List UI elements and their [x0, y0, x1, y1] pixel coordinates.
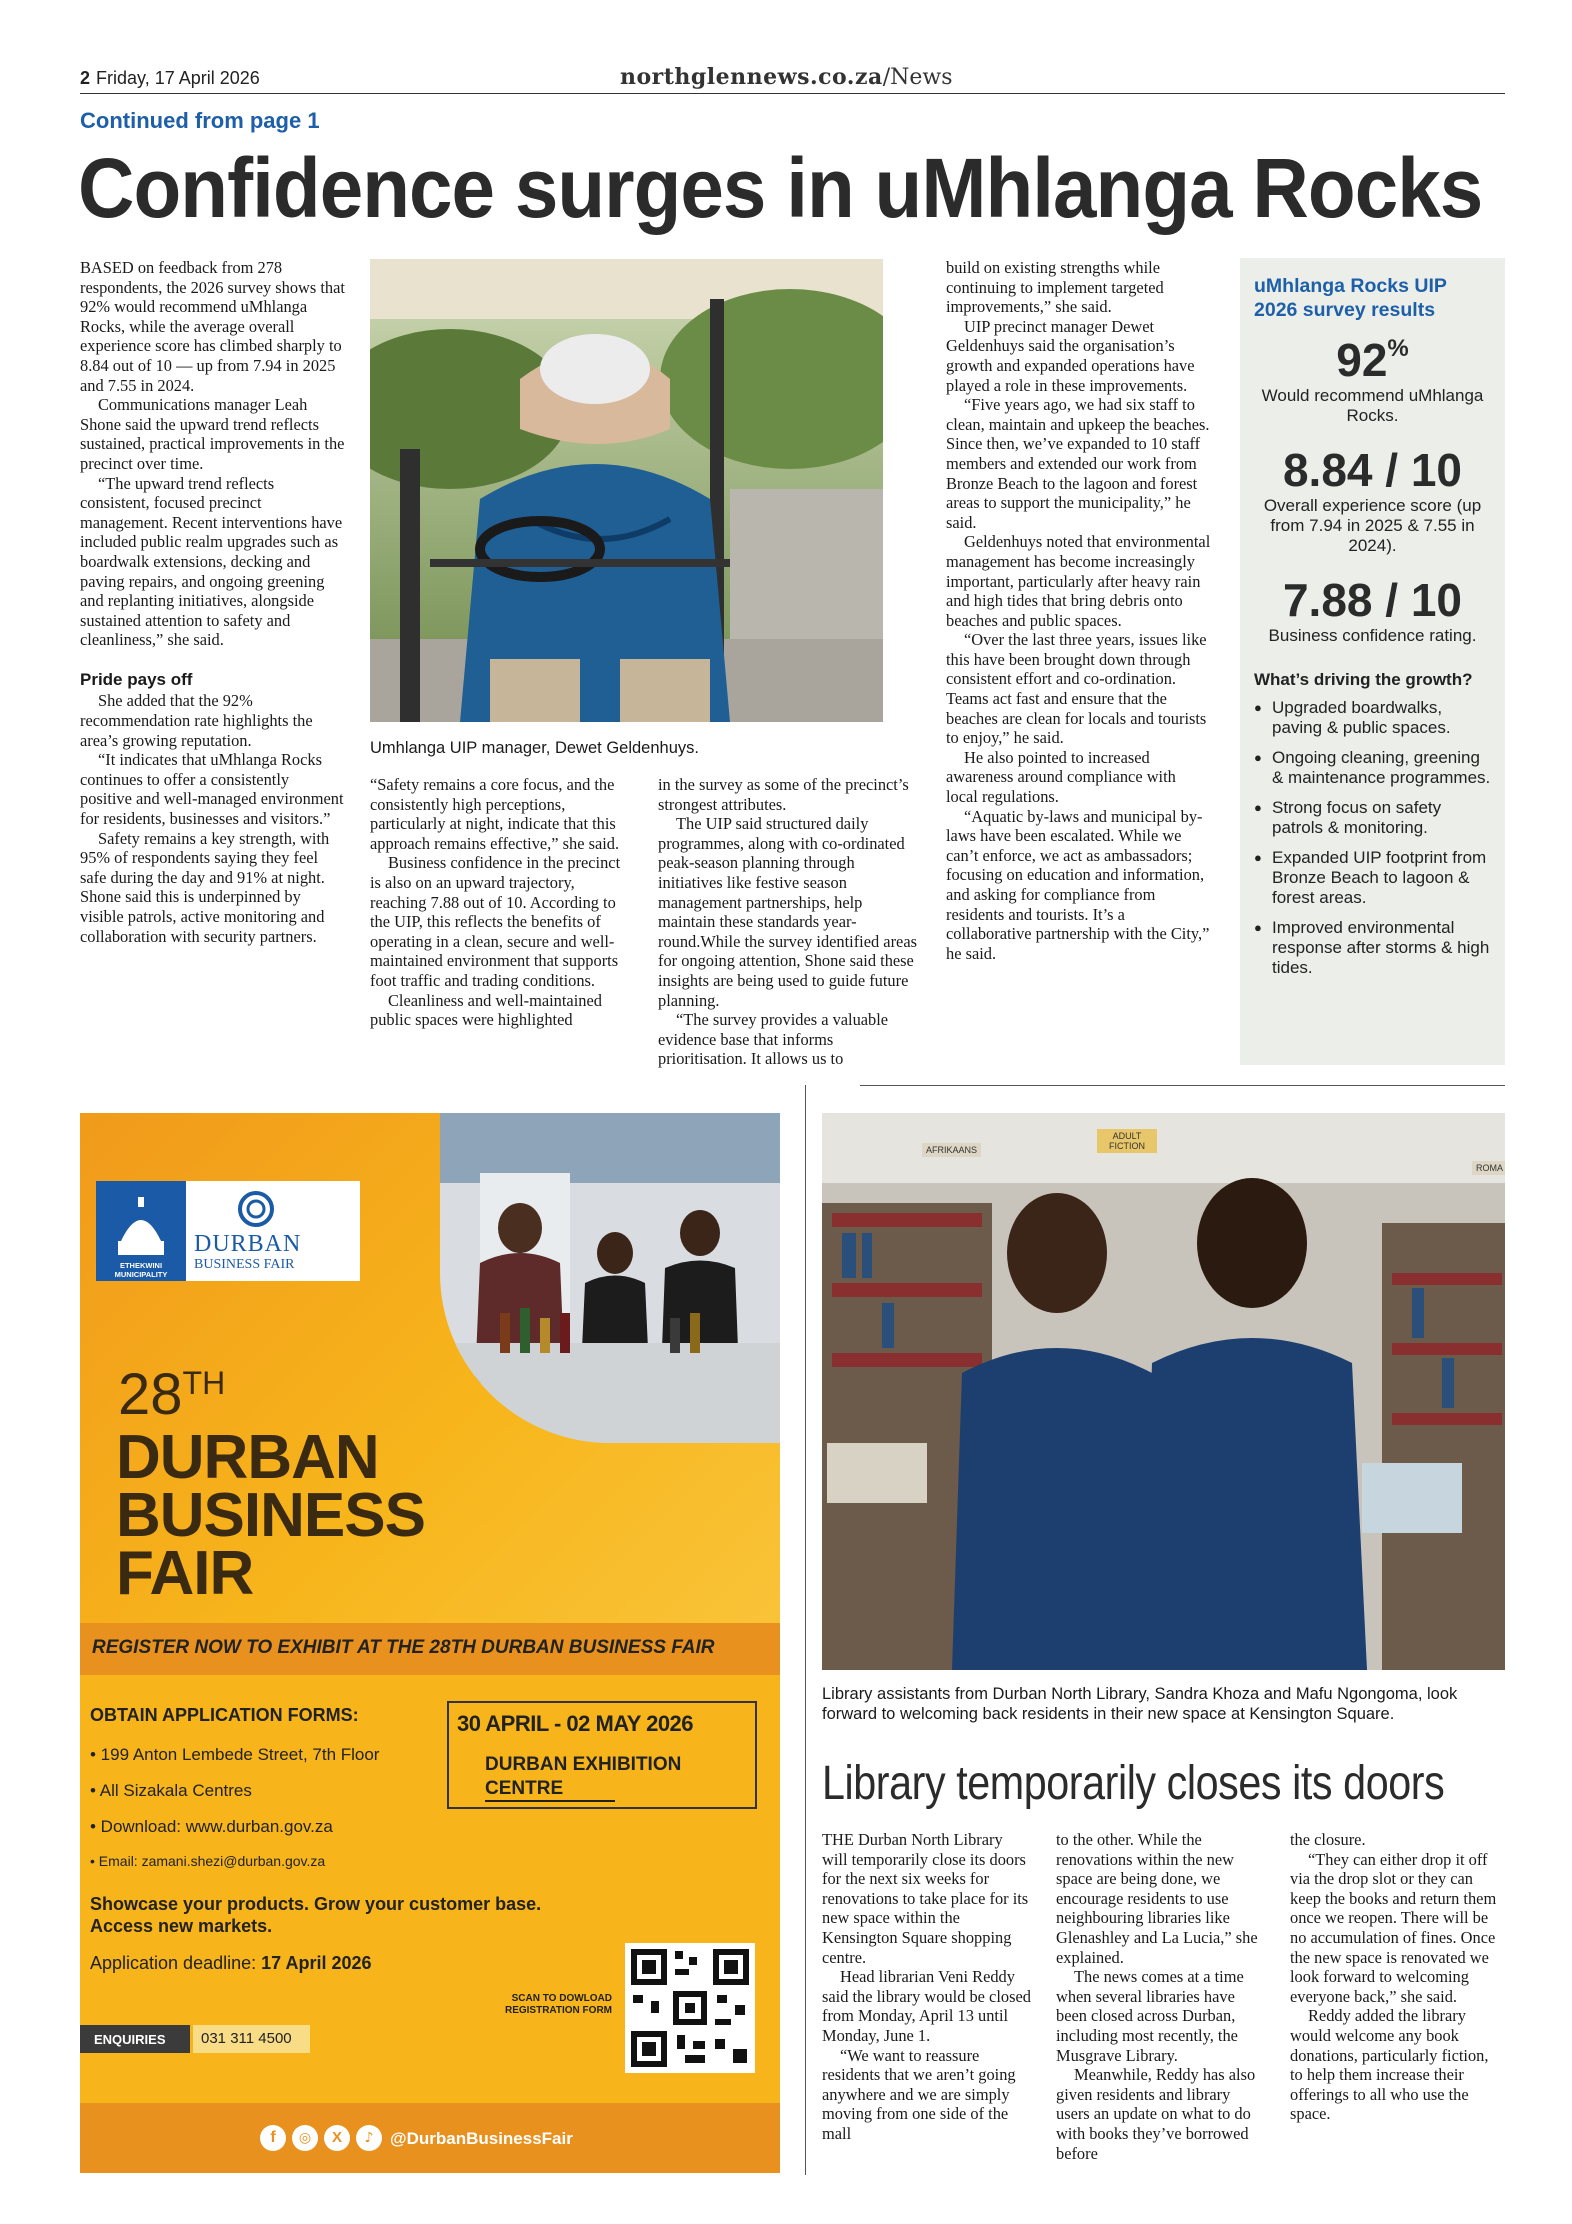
article-column-3: [658, 775, 923, 1069]
driver-item: ● Upgraded boardwalks, paving & public spaces.: [1254, 698, 1491, 738]
advert-title: [116, 1423, 425, 1608]
fair-logo-sub: BUSINESS FAIR: [194, 1257, 295, 1272]
header-rule: [80, 93, 1505, 94]
paragraph: “Over the last three years, issues like this have been brought down through consistent effort and co-ordination. Teams act fast and ensure that the beaches are clean for locals and tourists to enjoy,” he said.: [946, 630, 1207, 748]
library-headline: Library temporarily closes its doors: [822, 1757, 1445, 1810]
advert-title-line: DURBAN: [116, 1423, 379, 1492]
advert-title-line: BUSINESS: [116, 1481, 425, 1550]
business-desc: Business confidence rating.: [1268, 626, 1477, 645]
paragraph: to the other. While the renovations within the new space are being done, we encourage residents to use neighbouring libraries like Glenashley and La Lucia,” she explained.: [1056, 1830, 1258, 1967]
paragraph: build on existing strengths while continuing to implement targeted improvements,” she said.: [946, 258, 1164, 317]
article-column-2: [370, 775, 635, 1030]
library-assistants-photo: [822, 1113, 1505, 1670]
obtain-item: • All Sizakala Centres: [90, 1781, 252, 1800]
paragraph: The UIP said structured daily programmes, along with co-ordinated peak-season planning through initiatives like festive season management partnerships, help maintain these standards year-round.While the survey identified areas for ongoing attention, Shone said these insights are being used to guide future planning.: [658, 814, 917, 1010]
library-column-2: [1056, 1830, 1266, 2163]
social-icons: [260, 2125, 382, 2151]
library-column-3: [1290, 1830, 1505, 2124]
paragraph: Safety remains a key strength, with 95% of respondents saying they feel safe during the day and 91% at night. Shone said this is underpinned by visible patrols, active monitoring and collaboration with security partners.: [80, 828, 330, 946]
golf-cart-photo-illustration: [370, 259, 883, 722]
advert-logo: [96, 1181, 360, 1281]
shelf-sign-afrikaans: AFRIKAANS: [922, 1143, 981, 1157]
paragraph: THE Durban North Library will temporarily close its doors for the next six weeks for renovations to take place for its new space within the Kensington Square shopping centre.: [822, 1830, 1029, 1967]
paragraph: Communications manager Leah Shone said the upward trend reflects sustained, practical improvements in the precinct over time.: [80, 395, 345, 473]
paragraph: She added that the 92% recommendation rate highlights the area’s growing reputation.: [80, 691, 313, 750]
paragraph: The news comes at a time when several libraries have been closed across Durban, including most recently, the Musgrave Library.: [1056, 1967, 1244, 2065]
paragraph: “The upward trend reflects consistent, focused precinct management. Recent interventions have included public realm upgrades such as boardwalk extensions, decking and paving repairs, and ongoing greening and replanting initiatives, alongside sustained attention to safety and cleanliness,” she said.: [80, 473, 343, 650]
registration-qr-code[interactable]: [625, 1943, 755, 2073]
drivers-list: [1254, 698, 1491, 978]
qr-code-icon: [625, 1943, 755, 2073]
site-name: northglennews.co.za: [620, 64, 883, 90]
library-photo-illustration: [822, 1113, 1505, 1670]
edition-number: 28TH: [118, 1362, 226, 1427]
recommend-stat: 92%: [1336, 334, 1409, 386]
obtain-list: [90, 1745, 430, 1885]
scan-instruction: SCAN TO DOWLOAD REGISTRATION FORM: [504, 1993, 612, 2016]
issue-date: Friday, 17 April 2026: [96, 68, 260, 88]
subhead: Pride pays off: [80, 669, 193, 689]
paragraph: Reddy added the library would welcome any book donations, particularly fiction, to help them increase their offerings to all who use the space.: [1290, 2006, 1489, 2124]
business-stat: 7.88 / 10: [1282, 574, 1463, 626]
column-divider: [805, 1085, 806, 2175]
enquiries-phone[interactable]: 031 311 4500: [193, 2025, 310, 2053]
paragraph: “Five years ago, we had six staff to clean, maintain and upkeep the beaches. Since then, we’ve expanded to 10 staff members and extended our work from Bronze Beach to the lagoon and forest areas to support the municipality,” he said.: [946, 395, 1210, 532]
uip-manager-photo: [370, 259, 883, 722]
x-icon[interactable]: X: [324, 2125, 350, 2151]
paragraph: UIP precinct manager Dewet Geldenhuys said the organisation’s growth and expanded operations have played a role in these improvements.: [946, 316, 1195, 395]
driver-item: ● Strong focus on safety patrols & monitoring.: [1254, 798, 1491, 838]
advert-title-line: FAIR: [116, 1539, 254, 1608]
event-dates: 30 APRIL - 02 MAY 2026: [457, 1711, 694, 1736]
library-photo-caption: Library assistants from Durban North Library, Sandra Khoza and Mafu Ngongoma, look forward to welcoming back residents in their new space at Kensington Square.: [822, 1685, 1458, 1723]
shelf-sign-roma: ROMA: [1472, 1161, 1505, 1175]
fair-logo-name: DURBAN: [194, 1231, 302, 1257]
photo-caption: Umhlanga UIP manager, Dewet Geldenhuys.: [370, 739, 699, 757]
exhibition-stand-illustration: [440, 1113, 780, 1443]
paragraph: Business confidence in the precinct is also on an upward trajectory, reaching 7.88 out of 10. According to the UIP, this reflects the benefits of operating in a clean, secure and well-maintained environment that supports foot traffic and trading conditions.: [370, 853, 621, 990]
advert-photo: [440, 1113, 780, 1443]
business-fair-advert: [80, 1113, 780, 2173]
driver-item: ● Ongoing cleaning, greening & maintenance programmes.: [1254, 748, 1491, 788]
register-band: [80, 1623, 780, 1675]
article-column-4: [946, 258, 1211, 963]
deadline-line: Application deadline: 17 April 2026: [90, 1953, 372, 1973]
date-venue-box: [447, 1701, 757, 1809]
paragraph: in the survey as some of the precinct’s strongest attributes.: [658, 775, 909, 814]
paragraph: Geldenhuys noted that environmental management has become increasingly important, particularly after heavy rain and high tides that bring debris onto beaches and public spaces.: [946, 532, 1211, 630]
library-column-1: [822, 1830, 1032, 2144]
shelf-sign-adult-fiction: ADULT FICTION: [1097, 1129, 1157, 1153]
enquiries-label: ENQUIRIES: [80, 2025, 190, 2053]
social-footer: [80, 2103, 780, 2173]
municipality-name: ETHEKWINI MUNICIPALITY: [114, 1261, 168, 1279]
driver-item: ● Expanded UIP footprint from Bronze Beach to lagoon & forest areas.: [1254, 848, 1491, 908]
paragraph: Meanwhile, Reddy has also given residents and library users an update on what to do with books they’ve borrowed before: [1056, 2065, 1256, 2163]
drivers-question: What’s driving the growth?: [1254, 670, 1473, 689]
experience-stat: 8.84 / 10: [1282, 444, 1463, 496]
paragraph: “Safety remains a core focus, and the consistently high perceptions, particularly at night, indicate that this approach remains effective,” she said.: [370, 775, 620, 853]
article-column-1: [80, 258, 345, 946]
section-name: /News: [882, 65, 953, 90]
sidebar-title: uMhlanga Rocks UIP 2026 survey results: [1254, 275, 1447, 321]
experience-desc: Overall experience score (up from 7.94 in 2025 & 7.55 in 2024).: [1263, 496, 1482, 555]
register-text: REGISTER NOW TO EXHIBIT AT THE 28TH DURBAN BUSINESS FAIR: [92, 1637, 715, 1658]
enquiries-block: [80, 2025, 310, 2053]
event-venue: DURBAN EXHIBITION CENTRE: [485, 1754, 682, 1799]
paragraph: Head librarian Veni Reddy said the library would be closed from Monday, April 13 until Monday, June 1.: [822, 1967, 1031, 2045]
page-number: 2: [80, 68, 91, 88]
driver-item: ● Improved environmental response after storms & high tides.: [1254, 918, 1491, 978]
paragraph: “Aquatic by-laws and municipal by-laws have been escalated. While we can’t enforce, we act as ambassadors; focusing on education and information, and asking for compliance from residents and tourists. It’s a collaborative partnership with the City,” he said.: [946, 806, 1210, 963]
paragraph: “The survey provides a valuable evidence base that informs prioritisation. It allows us to: [658, 1010, 889, 1069]
paragraph: He also pointed to increased awareness around compliance with local regulations.: [946, 747, 1176, 807]
paragraph: “It indicates that uMhlanga Rocks continues to offer a consistently positive and well-managed environment for residents, businesses and visitors.”: [80, 750, 344, 829]
paragraph: “They can either drop it off via the drop slot or they can keep the books and return them once we reopen. There will be no accumulation of fines. Once the new space is renovated we look forward to welcoming everyone back,” she said.: [1290, 1849, 1497, 2006]
masthead: [620, 64, 953, 90]
venue-underline: [485, 1800, 615, 1802]
facebook-icon[interactable]: f: [260, 2125, 286, 2151]
swirl-logo-icon: [236, 1189, 276, 1229]
advert-pitch: Showcase your products. Grow your customer base. Access new markets.: [90, 1894, 542, 1936]
paragraph: the closure.: [1290, 1830, 1366, 1849]
paragraph: Cleanliness and well-maintained public spaces were highlighted: [370, 990, 602, 1030]
tiktok-icon[interactable]: ♪: [356, 2125, 382, 2151]
instagram-icon[interactable]: ◎: [292, 2125, 318, 2151]
article-headline: Confidence surges in uMhlanga Rocks: [78, 141, 1483, 235]
survey-results-sidebar: [1240, 258, 1505, 1065]
recommend-desc: Would recommend uMhlanga Rocks.: [1261, 386, 1484, 425]
page-folio: [80, 68, 260, 89]
obtain-item: • 199 Anton Lembede Street, 7th Floor: [90, 1745, 380, 1764]
paragraph: “We want to reassure residents that we aren’t going anywhere and we are simply moving from one side of the mall: [822, 2045, 1016, 2143]
municipality-logo-panel: [96, 1181, 186, 1281]
continued-kicker: Continued from page 1: [80, 108, 320, 133]
obtain-heading: OBTAIN APPLICATION FORMS:: [90, 1705, 359, 1725]
section-divider: [860, 1085, 1505, 1086]
obtain-item[interactable]: • Download: www.durban.gov.za: [90, 1817, 333, 1836]
obtain-item[interactable]: • Email: zamani.shezi@durban.gov.za: [90, 1853, 326, 1869]
social-handle[interactable]: @DurbanBusinessFair: [390, 2129, 573, 2148]
paragraph: BASED on feedback from 278 respondents, the 2026 survey shows that 92% would recommend uMhlanga Rocks, while the average overall experience score has climbed sharply to 8.84 out of 10 — up from 7.94 in 2025 and 7.55 in 2024.: [80, 258, 345, 395]
